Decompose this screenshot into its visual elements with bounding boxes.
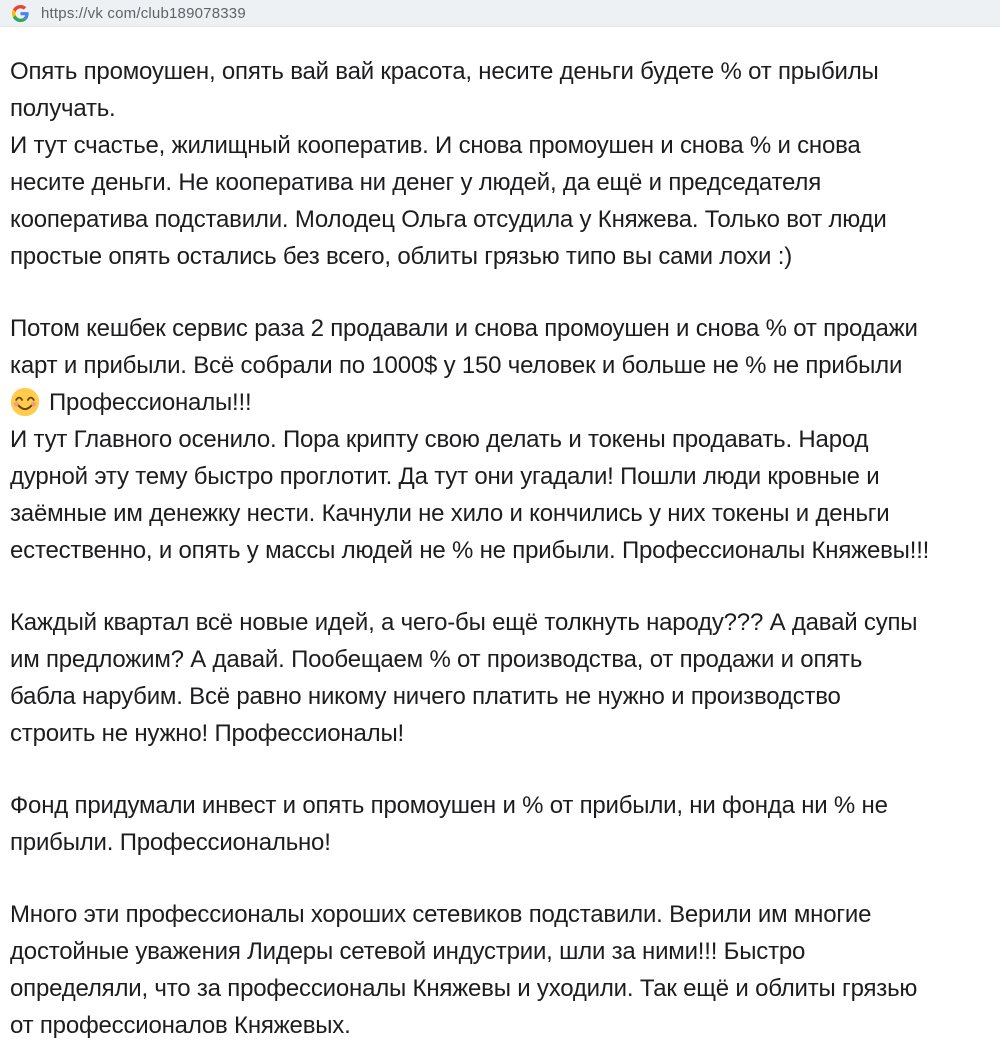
post-text-line: карт и прибыли. Всё собрали по 1000$ у 150 человек и больше не % не прибыли <box>10 352 903 379</box>
address-bar-url[interactable]: https://vk com/club189078339 <box>41 4 246 22</box>
post-text-line: кооператива подставили. Молодец Ольга отсудила у Княжева. Только вот люди <box>10 206 887 233</box>
post-text-line: естественно, и опять у массы людей не % не прибыли. Профессионалы Княжевы!!! <box>10 537 930 564</box>
post-text-line: бабла нарубим. Всё равно никому ничего платить не нужно и производство <box>10 683 841 710</box>
post-text-line: получать. <box>10 95 116 122</box>
post-text-line: дурной эту тему быстро проглотит. Да тут они угадали! Пошли люди кровные и <box>10 463 880 490</box>
post-text-line: достойные уважения Лидеры сетевой индустрии, шли за ними!!! Быстро <box>10 938 806 965</box>
post-text-line: Фонд придумали инвест и опять промоушен и % от прибыли, ни фонда ни % не <box>10 792 888 819</box>
post-paragraph <box>10 896 994 1041</box>
post-text-line: несите деньги. Не кооператива ни денег у людей, да ещё и председателя <box>10 169 822 196</box>
post-text-line: И тут счастье, жилищный кооператив. И снова промоушен и снова % и снова <box>10 132 861 159</box>
post-text-line: Много эти профессионалы хороших сетевиков подставили. Верили им многие <box>10 901 872 928</box>
post-paragraph <box>10 787 994 861</box>
post-text-line: им предложим? А давай. Пообещаем % от производства, от продажи и опять <box>10 646 863 673</box>
post-text-line <box>10 384 994 421</box>
post-text-line: Опять промоушен, опять вай вай красота, несите деньги будете % от прыбилы <box>10 58 879 85</box>
post-text-line: Потом кешбек сервис раза 2 продавали и снова промоушен и снова % от продажи <box>10 315 918 342</box>
post-paragraph <box>10 604 994 752</box>
post-text-line: от профессионалов Княжевых. <box>10 1012 351 1039</box>
post-text-line: простые опять остались без всего, облиты грязью типо вы сами лохи :) <box>10 243 792 270</box>
post-paragraph <box>10 53 994 275</box>
post-text-body <box>0 27 1000 1041</box>
post-text-line: заёмные им денежку нести. Качнули не хило и кончились у них токены и деньги <box>10 500 890 527</box>
post-text-line: строить не нужно! Профессионалы! <box>10 720 404 747</box>
google-g-icon <box>12 5 29 22</box>
post-text-line: прибыли. Профессионально! <box>10 829 331 856</box>
post-text-line: определяли, что за профессионалы Княжевы и уходили. Так ещё и облиты грязью <box>10 975 918 1002</box>
post-text-line: И тут Главного осенило. Пора крипту свою делать и токены продавать. Народ <box>10 426 869 453</box>
browser-address-bar[interactable] <box>0 0 1000 27</box>
smiling-face-emoji <box>10 387 40 417</box>
post-text-line-text: Профессионалы!!! <box>49 389 252 416</box>
post-paragraph <box>10 310 994 569</box>
post-text-line: Каждый квартал всё новые идей, а чего-бы ещё толкнуть народу??? А давай супы <box>10 609 918 636</box>
